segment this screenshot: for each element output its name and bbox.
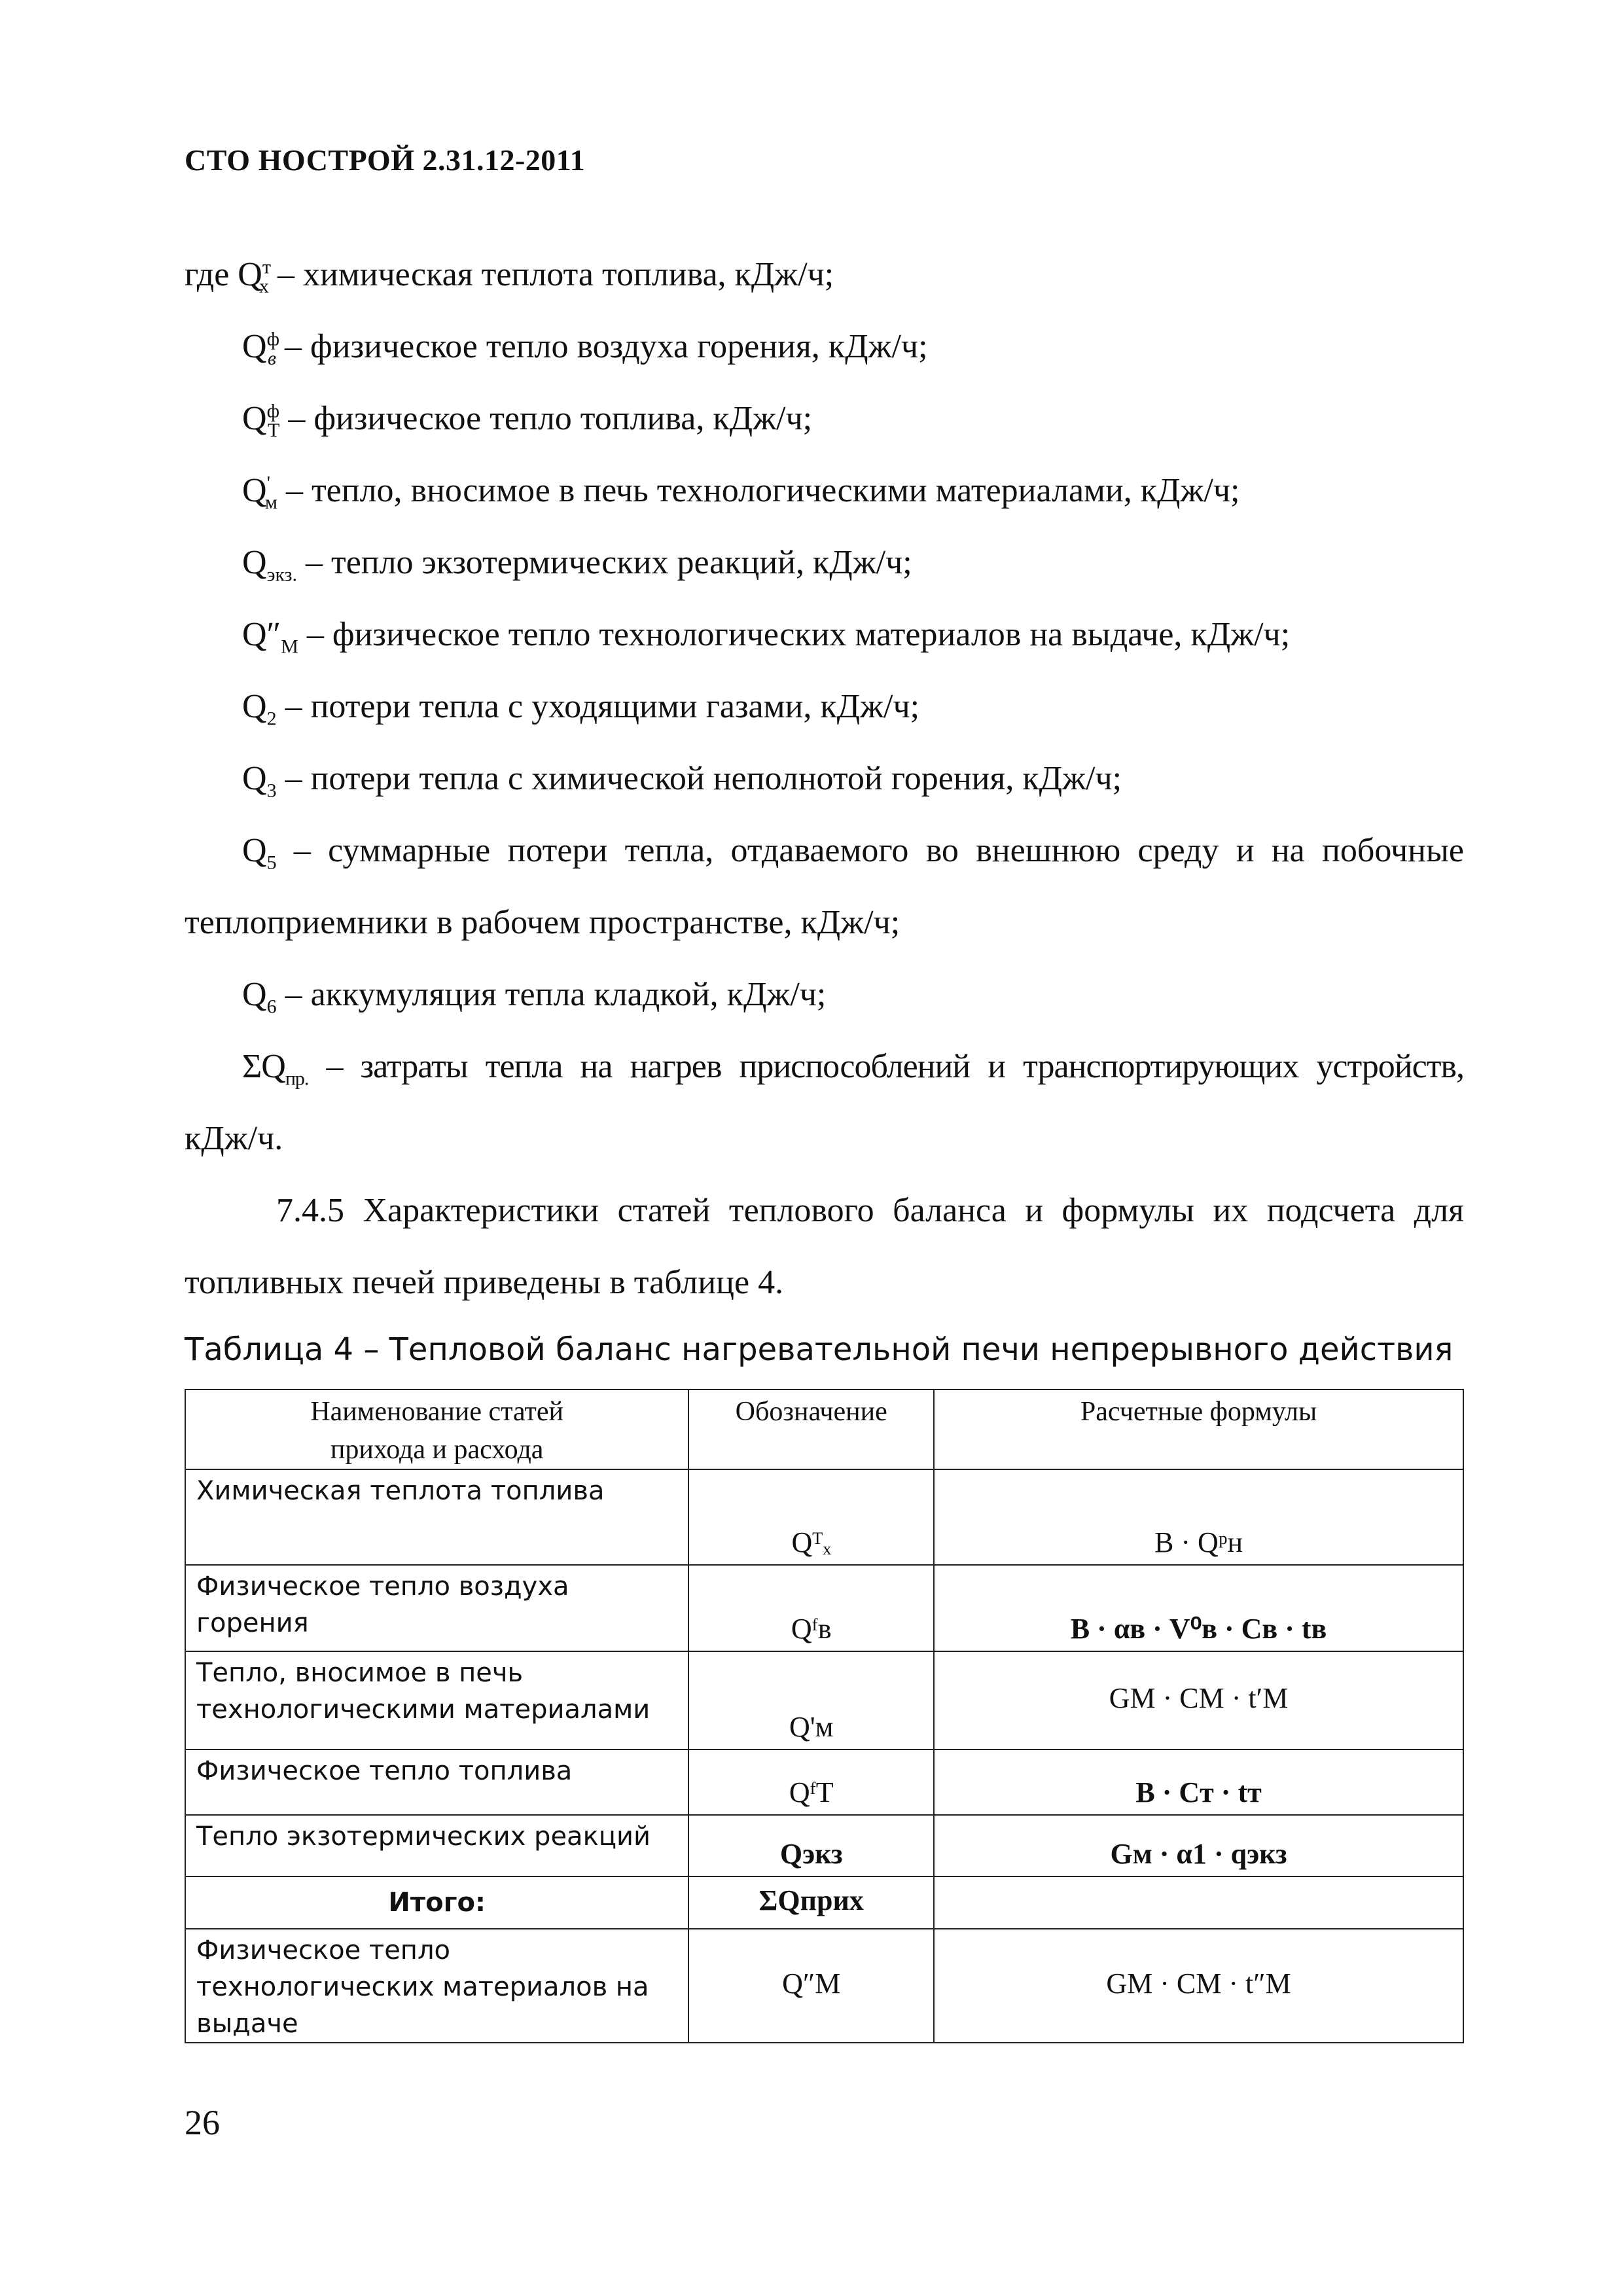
row-formula: B · Qᵖн [934, 1469, 1463, 1565]
row-formula: Gм · α1 · qэкз [934, 1815, 1463, 1876]
definition-item: $Q^ф_в$ – физическое тепло воздуха горения, кДж/ч; [242, 328, 928, 370]
definition-item: $Q_{экз.}$ – тепло экзотермических реакций, кДж/ч; [242, 544, 912, 586]
row-symbol: QᶠТ [688, 1749, 934, 1815]
row-symbol: Qᵀₓ [688, 1469, 934, 1565]
symbol: $\Sigma Q_{пр.}$ [242, 1048, 309, 1090]
row-name: Физическое тепло технологических материалов на выдаче [185, 1929, 688, 2043]
definition-item: $Q_6$ – аккумуляция тепла кладкой, кДж/ч; [242, 976, 827, 1018]
row-name: Физическое тепло воздуха горения [185, 1565, 688, 1651]
row-symbol: ΣQприх [688, 1876, 934, 1929]
table-row [185, 1651, 1463, 1749]
definition-item: $Q_5$ – суммарные потери тепла, отдаваемого во внешнюю среду и на побочные [242, 832, 1464, 874]
symbol: $Q_6$ [242, 976, 277, 1018]
row-symbol: Qэкз [688, 1815, 934, 1876]
definition-continuation: теплоприемники в рабочем пространстве, кДж/ч; [185, 904, 901, 941]
table-row [185, 1469, 1463, 1565]
symbol: $Q^ф_в$ [242, 328, 280, 370]
table-row [185, 1929, 1463, 2043]
row-name: Итого: [185, 1876, 688, 1929]
definition-item: $Q''_М$ – физическое тепло технологических материалов на выдаче, кДж/ч; [242, 616, 1291, 658]
row-formula: B · Cт · tт [934, 1749, 1463, 1815]
row-name: Химическая теплота топлива [185, 1469, 688, 1565]
row-symbol: Q″М [688, 1929, 934, 2043]
symbol: $Q_{экз.}$ [242, 544, 297, 586]
column-header-name: Наименование статей прихода и расхода [185, 1390, 688, 1469]
definition-item: где $Q^т_х$ – химическая теплота топлива, кДж/ч; [185, 256, 834, 298]
row-symbol: Q'м [688, 1651, 934, 1749]
table-row-total [185, 1876, 1463, 1929]
heat-balance-table [185, 1389, 1464, 2043]
symbol: $Q^ф_Т$ [242, 400, 280, 442]
definition-continuation: кДж/ч. [185, 1120, 283, 1157]
row-name: Тепло экзотермических реакций [185, 1815, 688, 1876]
symbol: $Q'_м$ [242, 472, 277, 514]
table-header-row [185, 1390, 1463, 1469]
row-name: Тепло, вносимое в печь технологическими материалами [185, 1651, 688, 1749]
definition-item: $Q^ф_Т$ – физическое тепло топлива, кДж/ч; [242, 400, 813, 442]
page-number: 26 [185, 2103, 220, 2142]
row-formula: GМ · CМ · t″М [934, 1929, 1463, 2043]
table-caption: Таблица 4 – Тепловой баланс нагревательной печи непрерывного действия [185, 1331, 1454, 1368]
definition-item: $Q_2$ – потери тепла с уходящими газами, кДж/ч; [242, 688, 920, 730]
row-symbol: Qᶠв [688, 1565, 934, 1651]
table-row [185, 1749, 1463, 1815]
row-formula: B · αв · V⁰в · Cв · tв [934, 1565, 1463, 1651]
definition-item: $Q_3$ – потери тепла с химической неполнотой горения, кДж/ч; [242, 760, 1122, 802]
column-header-formula: Расчетные формулы [934, 1390, 1463, 1469]
symbol: $Q_2$ [242, 688, 277, 730]
definition-item: $Q'_м$ – тепло, вносимое в печь технологическими материалами, кДж/ч; [242, 472, 1240, 514]
document-header: СТО НОСТРОЙ 2.31.12-2011 [185, 143, 586, 177]
row-formula [934, 1876, 1463, 1929]
symbol: $Q_3$ [242, 760, 277, 802]
symbol: $Q_5$ [242, 832, 277, 874]
column-header-symbol: Обозначение [688, 1390, 934, 1469]
definition-item: $\Sigma Q_{пр.}$ – затраты тепла на нагрев приспособлений и транспортирующих устройств, [242, 1048, 1464, 1090]
symbol: $Q''_М$ [242, 616, 298, 658]
symbol: $Q^т_х$ [238, 256, 271, 298]
table-row [185, 1565, 1463, 1651]
table-row [185, 1815, 1463, 1876]
row-name: Физическое тепло топлива [185, 1749, 688, 1815]
row-formula: GМ · CМ · t′М [934, 1651, 1463, 1749]
